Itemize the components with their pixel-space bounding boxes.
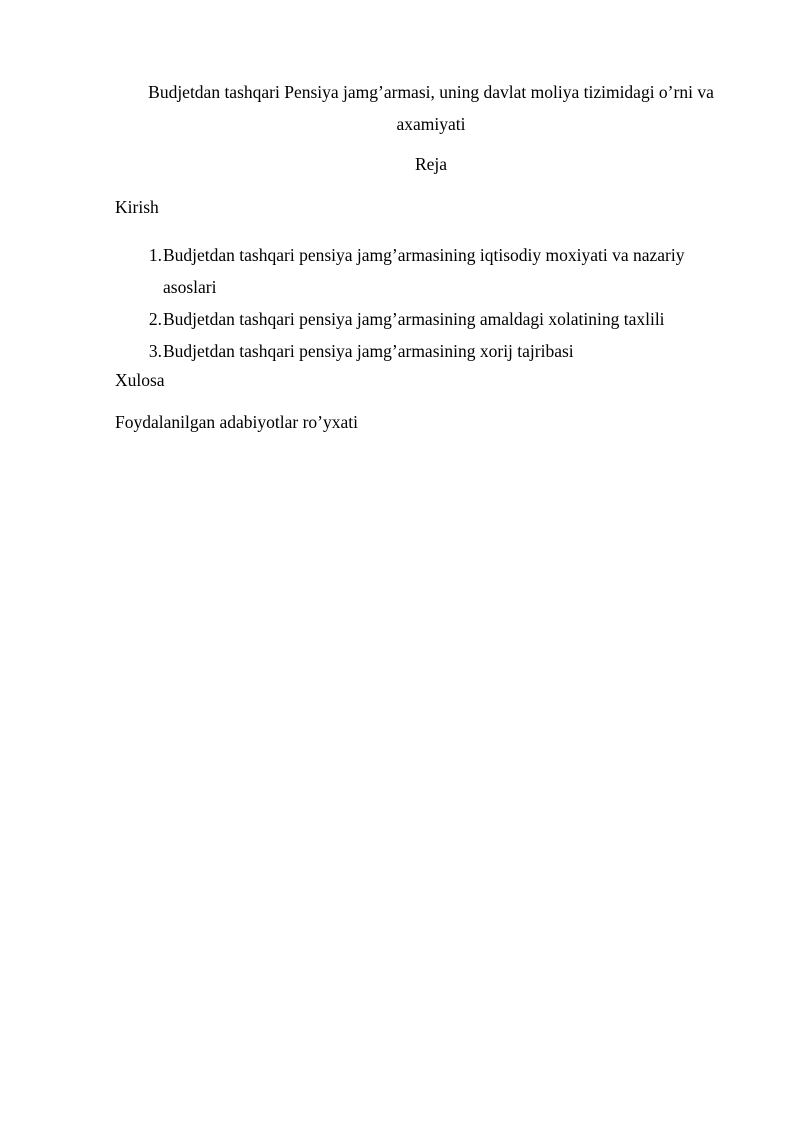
list-item-text: Budjetdan tashqari pensiya jamg’armasining iqtisodiy moxiyati va nazariy asoslari — [163, 245, 685, 297]
plan-list — [115, 239, 735, 367]
plan-heading: Reja — [414, 154, 448, 174]
list-item-number: 3. — [148, 341, 162, 361]
list-item-text: Budjetdan tashqari pensiya jamg’armasining amaldagi xolatining taxlili — [163, 309, 665, 329]
list-item-number: 2. — [148, 309, 162, 329]
list-item-number: 1. — [148, 245, 162, 265]
list-item — [115, 335, 735, 367]
intro-label: Kirish — [115, 197, 159, 217]
list-item-text: Budjetdan tashqari pensiya jamg’armasining xorij tajribasi — [163, 341, 574, 361]
references-label: Foydalanilgan adabiyotlar ro’yxati — [115, 412, 358, 432]
list-item — [115, 239, 735, 303]
conclusion-label: Xulosa — [115, 370, 165, 390]
list-item — [115, 303, 735, 335]
document-title: Budjetdan tashqari Pensiya jamg’armasi, uning davlat moliya tizimidagi o’rni va axamiyati — [148, 82, 714, 134]
